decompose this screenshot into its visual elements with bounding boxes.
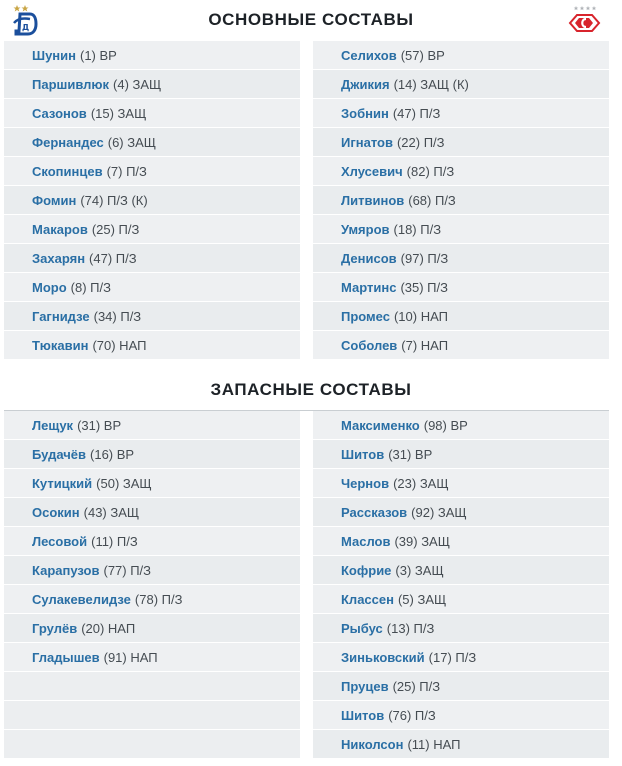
list-item [313,244,609,273]
player-name[interactable]: Рыбус [341,620,383,636]
player-info: (35) П/З [400,279,448,295]
player-name[interactable]: Гладышев [32,649,100,665]
player-info: (97) П/З [400,250,449,266]
player-name[interactable]: Макаров [32,221,88,237]
list-item [313,614,609,643]
player-info: (68) П/З [408,192,456,208]
player-info: (16) ВР [90,446,135,462]
list-item [4,585,300,614]
main-lineups-title: ОСНОВНЫЕ СОСТАВЫ [208,10,414,29]
player-name[interactable]: Классен [341,591,394,607]
player-info: (15) ЗАЩ [90,105,147,121]
dynamo-logo-icon [6,3,42,39]
player-name[interactable]: Тюкавин [32,337,89,353]
player-info: (39) ЗАЩ [394,533,450,549]
player-name[interactable]: Чернов [341,475,390,491]
player-name[interactable]: Шунин [32,47,76,63]
list-item [313,331,609,360]
player-info: (50) ЗАЩ [96,475,152,491]
list-item [4,273,300,302]
player-name[interactable]: Моро [32,279,67,295]
empty-row [4,730,300,759]
player-name[interactable]: Мартинс [341,279,397,295]
player-name[interactable]: Хлусевич [341,163,403,179]
player-name[interactable]: Умяров [341,221,390,237]
player-info: (10) НАП [393,308,448,324]
list-item [4,411,300,440]
player-info: (13) П/З [386,620,435,636]
list-item [4,128,300,157]
player-name[interactable]: Будачёв [32,446,87,462]
list-item [4,440,300,469]
list-item [313,302,609,331]
player-info: (43) ЗАЩ [83,504,140,520]
player-name[interactable]: Сулакевелидзе [32,591,131,607]
main-home-list [4,41,300,360]
player-info: (82) П/З [406,163,455,179]
player-name[interactable]: Кутицкий [32,475,93,491]
player-info: (3) ЗАЩ [395,562,444,578]
player-info: (57) ВР [400,47,445,63]
player-name[interactable]: Грулёв [32,620,78,636]
spartak-logo-icon [566,3,602,39]
list-item [4,244,300,273]
player-name[interactable]: Максименко [341,417,420,433]
list-item [4,215,300,244]
player-info: (77) П/З [103,562,152,578]
player-info: (70) НАП [92,337,147,353]
list-item [313,585,609,614]
list-item [4,469,300,498]
player-info: (31) ВР [77,417,122,433]
player-info: (34) П/З [93,308,142,324]
player-info: (6) ЗАЩ [107,134,156,150]
empty-row [4,701,300,730]
list-item [313,215,609,244]
player-info: (14) ЗАЩ (К) [393,76,469,92]
player-info: (78) П/З [134,591,183,607]
player-name[interactable]: Скопинцев [32,163,103,179]
list-item [313,556,609,585]
subs-away-list [313,411,609,759]
player-info: (25) П/З [91,221,140,237]
list-item [313,498,609,527]
player-info: (7) НАП [401,337,449,353]
player-info: (11) П/З [91,533,138,549]
player-info: (92) ЗАЩ [411,504,467,520]
player-name[interactable]: Осокин [32,504,80,520]
player-info: (11) НАП [407,736,461,752]
list-item [313,99,609,128]
list-item [4,614,300,643]
player-info: (8) П/З [70,279,111,295]
list-item [4,331,300,360]
list-item [4,99,300,128]
list-item [313,273,609,302]
player-name[interactable]: Промес [341,308,390,324]
player-name[interactable]: Джикия [341,76,390,92]
subs-lineups-header [0,370,622,410]
player-info: (18) П/З [393,221,442,237]
list-item [4,70,300,99]
list-item [313,70,609,99]
list-item [4,302,300,331]
player-name[interactable]: Пруцев [341,678,389,694]
player-name[interactable]: Маслов [341,533,391,549]
list-item [4,186,300,215]
subs-lineups-title: ЗАПАСНЫЕ СОСТАВЫ [210,380,412,399]
player-name[interactable]: Шитов [341,707,385,723]
list-item [313,643,609,672]
player-name[interactable]: Соболев [341,337,398,353]
player-name[interactable]: Фернандес [32,134,104,150]
list-item [313,157,609,186]
player-name[interactable]: Зобнин [341,105,389,121]
list-item [4,41,300,70]
player-info: (20) НАП [81,620,136,636]
list-item [313,527,609,556]
player-name[interactable]: Паршивлюк [32,76,110,92]
list-item [313,128,609,157]
player-info: (47) П/З [89,250,137,266]
player-info: (91) НАП [103,649,158,665]
list-item [4,556,300,585]
player-info: (1) ВР [80,47,117,63]
list-item [4,643,300,672]
player-name[interactable]: Селихов [341,47,397,63]
main-away-list [313,41,609,360]
list-item [313,186,609,215]
player-name[interactable]: Карапузов [32,562,100,578]
player-name[interactable]: Гагнидзе [32,308,90,324]
list-item [313,730,609,759]
player-name[interactable]: Денисов [341,250,397,266]
list-item [4,498,300,527]
player-info: (23) ЗАЩ [393,475,449,491]
player-info: (4) ЗАЩ [113,76,162,92]
subs-home-list [4,411,300,759]
player-name[interactable]: Фомин [32,192,77,208]
player-info: (22) П/З [396,134,445,150]
player-info: (17) П/З [428,649,477,665]
player-name[interactable]: Лесовой [32,533,88,549]
list-item [4,527,300,556]
player-name[interactable]: Литвинов [341,192,405,208]
player-info: (25) П/З [392,678,441,694]
main-lineups-header [0,0,622,40]
player-name[interactable]: Николсон [341,736,404,752]
list-item [313,411,609,440]
player-name[interactable]: Игнатов [341,134,393,150]
player-info: (31) ВР [388,446,433,462]
list-item [313,672,609,701]
player-name[interactable]: Шитов [341,446,385,462]
player-name[interactable]: Сазонов [32,105,87,121]
player-name[interactable]: Захарян [32,250,86,266]
list-item [313,469,609,498]
player-info: (74) П/З (К) [80,192,148,208]
list-item [313,41,609,70]
player-name[interactable]: Кофрие [341,562,392,578]
player-info: (47) П/З [392,105,441,121]
player-info: (7) П/З [106,163,147,179]
player-name[interactable]: Рассказов [341,504,408,520]
player-name[interactable]: Зиньковский [341,649,425,665]
player-info: (98) ВР [423,417,468,433]
player-info: (5) ЗАЩ [397,591,447,607]
player-name[interactable]: Лещук [32,417,74,433]
svg-text:Д: Д [22,23,30,32]
list-item [4,157,300,186]
list-item [313,440,609,469]
list-item [313,701,609,730]
empty-row [4,672,300,701]
player-info: (76) П/З [388,707,436,723]
